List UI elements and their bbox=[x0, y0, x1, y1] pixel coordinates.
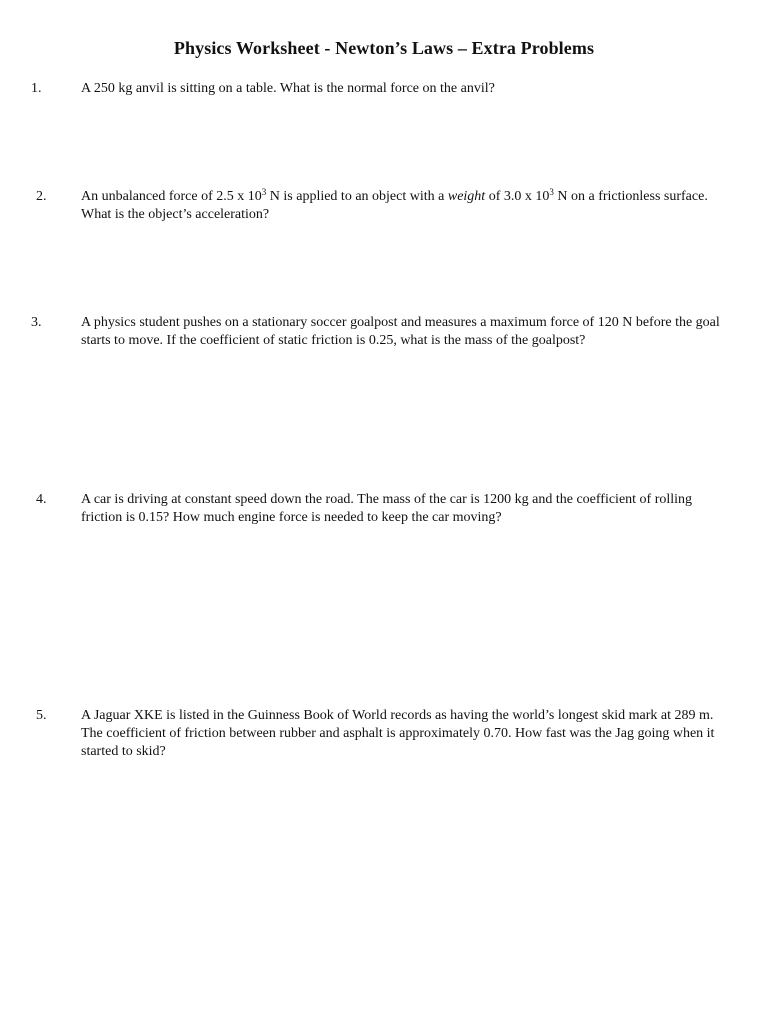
exponent: 3 bbox=[549, 187, 554, 197]
problem-text-part: N on a frictionless surface. What is the object’s acceleration? bbox=[81, 189, 708, 222]
exponent: 3 bbox=[261, 187, 267, 197]
problem-text-part: N is applied to an object with a bbox=[266, 189, 448, 204]
worksheet-title: Physics Worksheet - Newton’s Laws – Extra Problems bbox=[173, 38, 595, 58]
problem-text: A physics student pushes on a stationary soccer goalpost and measures a maximum force of 120 N before the goal starts to move. If the coefficient of static friction is 0.25, what is the mass of the goalpost? bbox=[81, 315, 720, 348]
problem-text bbox=[81, 188, 721, 224]
problem-number: 1. bbox=[31, 81, 42, 96]
problem-number: 4. bbox=[36, 492, 47, 507]
problem-text: A 250 kg anvil is sitting on a table. What is the normal force on the anvil? bbox=[81, 81, 495, 96]
problem-number: 5. bbox=[36, 708, 47, 723]
emphasized-word: weight bbox=[447, 189, 486, 204]
problem-text: A Jaguar XKE is listed in the Guinness Book of World records as having the world’s longest skid mark at 289 m. The coefficient of friction between rubber and asphalt is approximately 0.70. How fast was the Jag going when it started to skid? bbox=[81, 708, 715, 759]
problem-text-part: of 3.0 x 10 bbox=[485, 189, 550, 204]
problem-number: 2. bbox=[36, 189, 47, 204]
problem-text-part: An unbalanced force of 2.5 x 10 bbox=[81, 189, 262, 204]
problem-text: A car is driving at constant speed down the road. The mass of the car is 1200 kg and the coefficient of rolling friction is 0.15? How much engine force is needed to keep the car moving? bbox=[81, 492, 693, 525]
problem-number: 3. bbox=[31, 315, 42, 330]
